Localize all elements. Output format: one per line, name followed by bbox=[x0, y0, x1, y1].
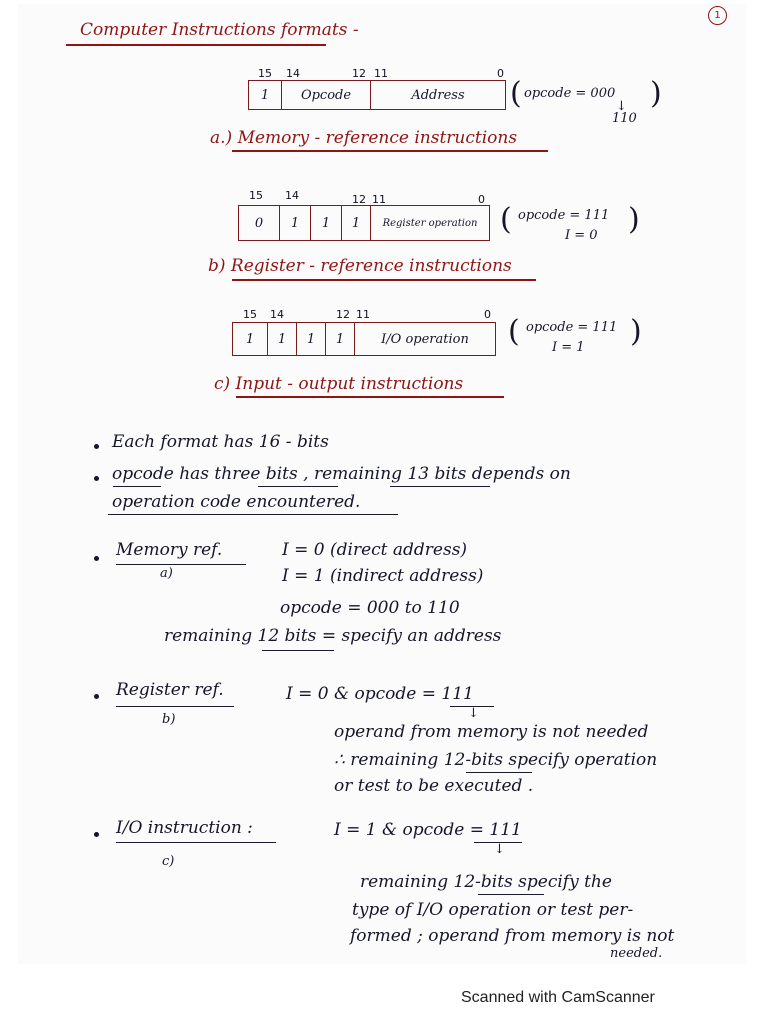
underline-12-bits bbox=[262, 650, 334, 651]
indirect-bit-cell: 1 bbox=[249, 81, 282, 109]
opcode-cell: Opcode bbox=[282, 81, 371, 109]
io-needed: needed. bbox=[610, 946, 663, 961]
address-cell: Address bbox=[411, 87, 465, 103]
bit-label-0: 0 bbox=[484, 308, 491, 321]
memory-ref-label: Memory ref. bbox=[116, 540, 223, 560]
register-test: or test to be executed . bbox=[334, 776, 534, 796]
bullet-dot bbox=[94, 476, 99, 481]
underline-three-bits bbox=[258, 486, 338, 487]
page-number-badge: 1 bbox=[708, 6, 727, 25]
bit-label-14: 14 bbox=[285, 189, 299, 202]
underline-opcode bbox=[113, 486, 161, 487]
io-condition: I = 1 & opcode = 111 bbox=[334, 820, 522, 840]
io-i-note: I = 1 bbox=[552, 340, 585, 355]
memory-opcode-range: opcode = 000 to 110 bbox=[280, 598, 460, 618]
title-underline bbox=[66, 44, 326, 46]
io-instruction-underline bbox=[116, 842, 276, 843]
underline-remaining bbox=[390, 486, 490, 487]
memory-opcode-arrow: ↓ bbox=[616, 99, 627, 114]
note-format-bits: Each format has 16 - bits bbox=[112, 432, 329, 452]
right-paren: ) bbox=[630, 314, 642, 349]
register-ref-caption: b) Register - reference instructions bbox=[208, 256, 512, 276]
bit-label-11: 11 bbox=[372, 193, 386, 206]
bit-label-15: 15 bbox=[258, 67, 272, 80]
memory-direct: I = 0 (direct address) bbox=[282, 540, 468, 560]
bit-label-15: 15 bbox=[243, 308, 257, 321]
bullet-dot bbox=[94, 832, 99, 837]
page-title: Computer Instructions formats - bbox=[80, 20, 359, 40]
opcode-bit-cell: 1 bbox=[342, 206, 371, 240]
opcode-bit-cell: 1 bbox=[280, 206, 311, 240]
memory-ref-caption: a.) Memory - reference instructions bbox=[210, 128, 518, 148]
register-arrow: ↓ bbox=[468, 706, 479, 721]
io-arrow: ↓ bbox=[494, 842, 505, 857]
underline-12-bits bbox=[466, 772, 532, 773]
memory-indirect: I = 1 (indirect address) bbox=[282, 566, 484, 586]
left-paren: ( bbox=[500, 202, 512, 237]
bit-label-12: 12 bbox=[336, 308, 350, 321]
register-opcode-note: opcode = 111 bbox=[518, 208, 610, 223]
register-ref-label: Register ref. bbox=[116, 680, 224, 700]
io-opcode-note: opcode = 111 bbox=[526, 320, 618, 335]
io-instruction-sub: c) bbox=[162, 854, 175, 869]
io-remaining: remaining 12-bits specify the bbox=[360, 872, 612, 892]
io-instruction-label: I/O instruction : bbox=[116, 818, 253, 838]
io-caption-underline bbox=[236, 396, 504, 398]
memory-ref-format-box bbox=[248, 80, 506, 110]
bit-label-14: 14 bbox=[286, 67, 300, 80]
bit-label-12: 12 bbox=[352, 67, 366, 80]
bullet-dot bbox=[94, 444, 99, 449]
opcode-bit-cell: 1 bbox=[311, 206, 342, 240]
underline-operation-code bbox=[108, 514, 398, 515]
bullet-dot bbox=[94, 694, 99, 699]
opcode-bit-cell: 1 bbox=[297, 323, 326, 355]
register-operand: operand from memory is not needed bbox=[334, 722, 649, 742]
io-format-box bbox=[232, 322, 496, 356]
memory-opcode-max: 110 bbox=[612, 111, 637, 126]
register-i-note: I = 0 bbox=[565, 228, 598, 243]
indirect-bit-cell: 1 bbox=[233, 323, 268, 355]
opcode-bit-cell: 1 bbox=[268, 323, 297, 355]
io-caption: c) Input - output instructions bbox=[214, 374, 464, 394]
io-operation-cell: I/O operation bbox=[381, 331, 469, 347]
note-opcode-bits-cont: operation code encountered. bbox=[112, 492, 361, 512]
register-remaining: ∴ remaining 12-bits specify operation bbox=[334, 750, 658, 770]
left-paren: ( bbox=[508, 314, 520, 349]
bit-label-14: 14 bbox=[270, 308, 284, 321]
memory-opcode-note: opcode = 000 bbox=[524, 86, 616, 101]
register-ref-format-box bbox=[238, 205, 490, 241]
bit-label-11: 11 bbox=[374, 67, 388, 80]
right-paren: ) bbox=[650, 76, 662, 111]
indirect-bit-cell: 0 bbox=[239, 206, 280, 240]
bit-label-15: 15 bbox=[249, 189, 263, 202]
right-paren: ) bbox=[628, 202, 640, 237]
io-operand: formed ; operand from memory is not bbox=[350, 926, 675, 946]
memory-caption-underline bbox=[232, 150, 548, 152]
underline-12-bits bbox=[478, 894, 544, 895]
left-paren: ( bbox=[510, 76, 522, 111]
memory-ref-sub: a) bbox=[160, 566, 173, 581]
memory-ref-underline bbox=[116, 564, 246, 565]
register-condition: I = 0 & opcode = 111 bbox=[286, 684, 474, 704]
bit-label-11: 11 bbox=[356, 308, 370, 321]
bit-label-0: 0 bbox=[478, 193, 485, 206]
register-operation-cell: Register operation bbox=[382, 217, 478, 229]
memory-remaining: remaining 12 bits = specify an address bbox=[164, 626, 502, 646]
register-caption-underline bbox=[232, 279, 536, 281]
opcode-bit-cell: 1 bbox=[326, 323, 355, 355]
io-type: type of I/O operation or test per- bbox=[352, 900, 634, 920]
scanner-watermark: Scanned with CamScanner bbox=[461, 989, 655, 1006]
bit-label-0: 0 bbox=[497, 67, 504, 80]
register-ref-underline bbox=[116, 706, 234, 707]
bullet-dot bbox=[94, 556, 99, 561]
register-ref-sub: b) bbox=[162, 712, 176, 727]
bit-label-12: 12 bbox=[352, 193, 366, 206]
note-opcode-bits: opcode has three bits , remaining 13 bits depends on bbox=[112, 464, 571, 484]
